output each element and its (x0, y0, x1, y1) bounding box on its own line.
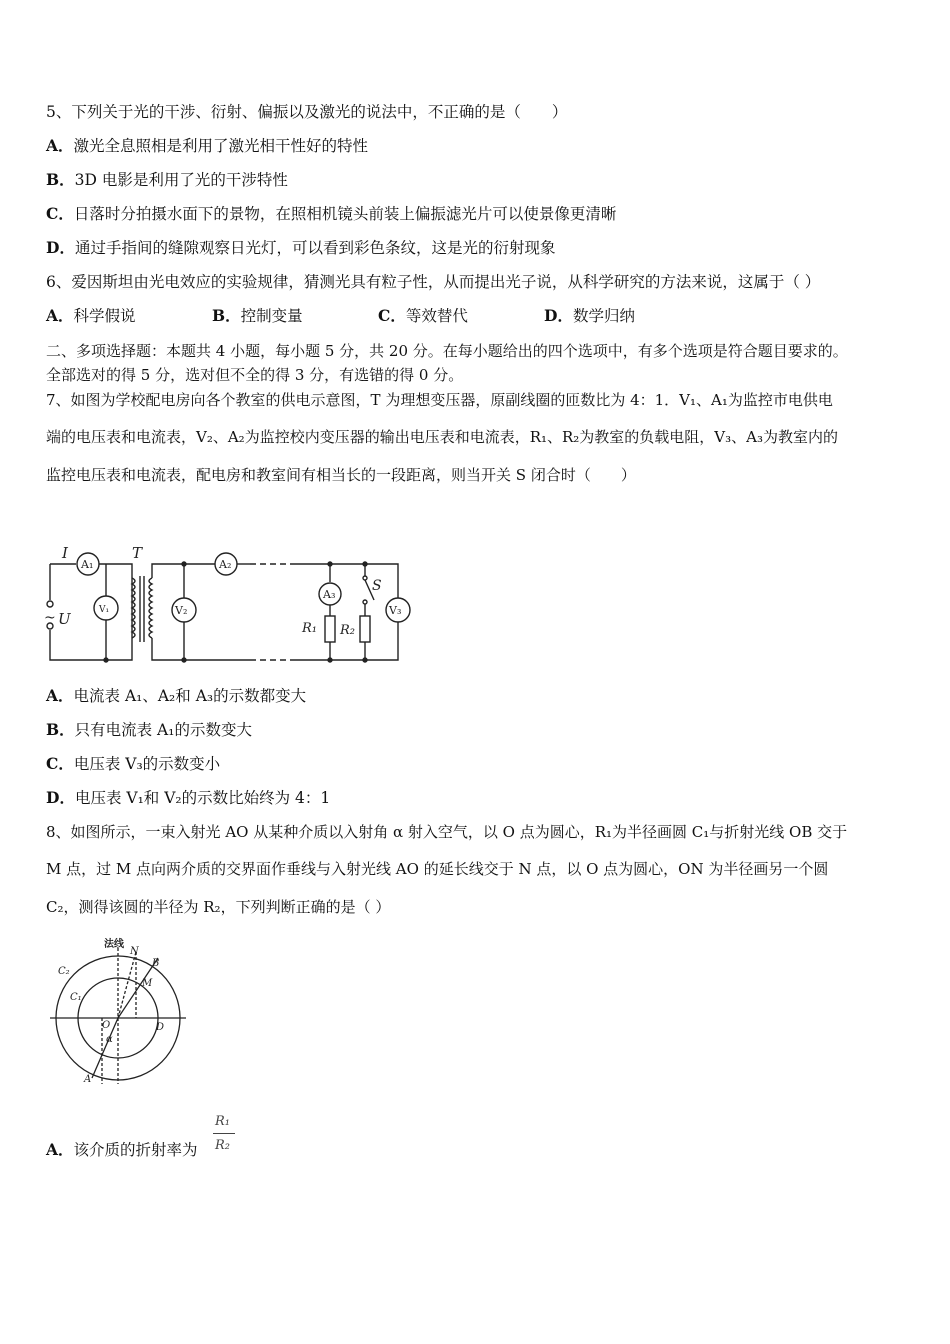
label-s: S (372, 578, 382, 594)
q6-option-a: A．科学假说 (46, 306, 136, 325)
label-n: N (130, 946, 139, 957)
label-d: D (156, 1022, 165, 1033)
q8-line3: C₂，测得该圆的半径为 R₂，下列判断正确的是（ ） (46, 898, 391, 916)
fraction-bar (213, 1133, 235, 1134)
q7-option-d: D．电压表 V₁和 V₂的示数比始终为 4：1 (46, 788, 331, 807)
q6-options (46, 306, 635, 326)
label-a1: A₁ (81, 558, 94, 571)
label-tilde: ~ (44, 610, 56, 626)
label-normal: 法线 (104, 939, 124, 950)
label-a3: A₃ (323, 588, 336, 601)
q7-line1: 7、如图为学校配电房向各个教室的供电示意图，T 为理想变压器，原副线圈的匝数比为 4：1．V₁、A₁为监控市电供电 (46, 391, 833, 409)
q6-option-b: B．控制变量 (212, 306, 303, 325)
q6-option-d: D．数学归纳 (544, 306, 635, 325)
label-r2: R₂ (340, 623, 355, 638)
q7-line3: 监控电压表和电流表，配电房和教室间有相当长的一段距离，则当开关 S 闭合时（ ） (46, 466, 636, 484)
label-u: U (58, 610, 71, 628)
q5-stem: 5、下列关于光的干涉、衍射、偏振以及激光的说法中，不正确的是（ ） (46, 103, 568, 121)
label-v1: V₁ (99, 605, 110, 615)
label-i: I (62, 544, 68, 562)
label-r1: R₁ (302, 621, 317, 636)
q6-stem: 6、爱因斯坦由光电效应的实验规律，猜测光具有粒子性，从而提出光子说，从科学研究的方法来说，这属于（ ） (46, 273, 821, 291)
fraction-denominator: R₂ (215, 1138, 230, 1153)
q8-line1: 8、如图所示，一束入射光 AO 从某种介质以入射角 α 射入空气，以 O 点为圆心，R₁为半径画圆 C₁与折射光线 OB 交于 (46, 823, 848, 841)
label-v2: V₂ (175, 604, 188, 617)
q7-option-b: B．只有电流表 A₁的示数变大 (46, 720, 252, 739)
label-v3: V₃ (389, 604, 402, 617)
q5-option-c: C．日落时分拍摄水面下的景物，在照相机镜头前装上偏振滤光片可以使景像更清晰 (46, 204, 617, 223)
label-alpha: α (106, 1034, 113, 1045)
label-c2: C₂ (58, 966, 70, 977)
label-a: A (84, 1074, 92, 1085)
q5-option-d: D．通过手指间的缝隙观察日光灯，可以看到彩色条纹，这是光的衍射现象 (46, 238, 556, 257)
q7-option-a: A．电流表 A₁、A₂和 A₃的示数都变大 (46, 686, 307, 705)
label-m: M (142, 978, 153, 989)
label-a2: A₂ (219, 558, 232, 571)
q5-option-b: B．3D 电影是利用了光的干涉特性 (46, 170, 288, 189)
q8-fraction (213, 1114, 237, 1164)
q8-option-a: A．该介质的折射率为 (46, 1140, 198, 1159)
q7-line2: 端的电压表和电流表，V₂、A₂为监控校内变压器的输出电压表和电流表，R₁、R₂为教室的负载电阻，V₃、A₃为教室内的 (46, 428, 839, 446)
section2-line1: 二、多项选择题：本题共 4 小题，每小题 5 分，共 20 分。在每小题给出的四个选项中，有多个选项是符合题目要求的。 (46, 342, 848, 360)
label-b: B (152, 958, 160, 969)
q8-line2: M 点，过 M 点向两介质的交界面作垂线与入射光线 AO 的延长线交于 N 点，以 O 点为圆心，ON 为半径画另一个圆 (46, 860, 829, 878)
q5-option-a: A．激光全息照相是利用了激光相干性好的特性 (46, 136, 369, 155)
label-o: O (102, 1020, 111, 1031)
refraction-diagram (44, 934, 194, 1090)
label-t: T (132, 544, 143, 562)
q7-option-c: C．电压表 V₃的示数变小 (46, 754, 221, 773)
label-c1: C₁ (70, 992, 82, 1003)
circuit-diagram (40, 542, 420, 670)
fraction-numerator: R₁ (215, 1114, 230, 1129)
section2-line2: 全部选对的得 5 分，选对但不全的得 3 分，有选错的得 0 分。 (46, 366, 464, 384)
q6-option-c: C．等效替代 (378, 306, 468, 325)
